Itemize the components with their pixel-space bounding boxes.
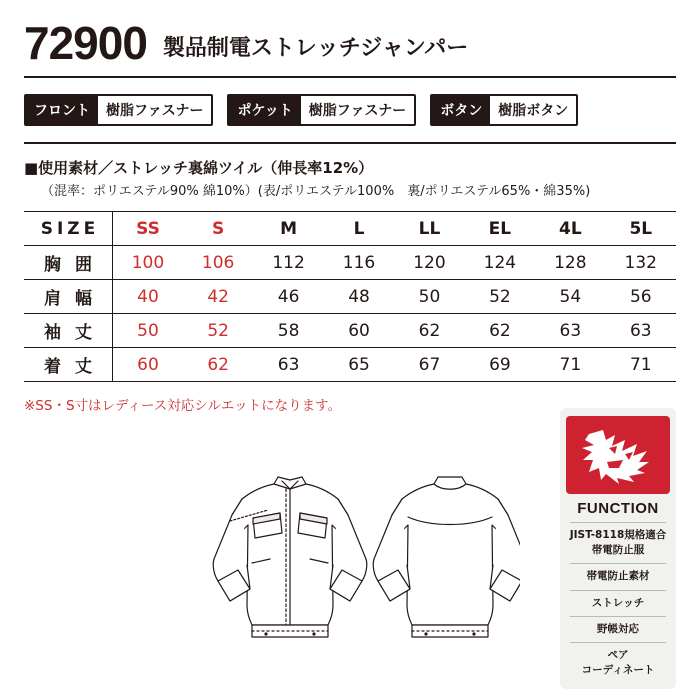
wolf-head-icon (566, 416, 670, 494)
cell-shoulder-s: 42 (183, 280, 253, 314)
cell-chest-5l: 132 (606, 246, 676, 280)
divider (570, 522, 666, 523)
size-table-col-ss: SS (113, 212, 183, 246)
size-table-col-s: S (183, 212, 253, 246)
spec-tag-button-key: ボタン (432, 96, 490, 124)
spec-tag-front-key: フロント (26, 96, 98, 124)
function-feature-notebook: 野帳対応 (597, 622, 639, 635)
cell-chest-ll: 120 (394, 246, 464, 280)
cell-length-4l: 71 (535, 348, 605, 382)
row-label-sleeve: 袖 丈 (24, 314, 113, 348)
size-table-col-4l: 4L (535, 212, 605, 246)
cell-sleeve-m: 58 (253, 314, 323, 348)
product-name: 製品制電ストレッチジャンパー (162, 35, 469, 61)
function-feature-stretch: ストレッチ (591, 596, 645, 609)
cell-shoulder-l: 48 (324, 280, 394, 314)
divider (570, 590, 666, 591)
size-note: ※SS・S寸はレディース対応シルエットになります。 (24, 398, 342, 415)
jacket-front-view (213, 477, 367, 637)
divider (570, 642, 666, 643)
cell-sleeve-s: 52 (183, 314, 253, 348)
spec-tag-pocket-value: 樹脂ファスナー (301, 96, 414, 124)
cell-shoulder-5l: 56 (606, 280, 676, 314)
garment-illustration (190, 455, 520, 685)
cell-chest-l: 116 (324, 246, 394, 280)
cell-length-ss: 60 (113, 348, 183, 382)
size-table-col-el: EL (465, 212, 535, 246)
cell-sleeve-l: 60 (324, 314, 394, 348)
spec-tag-front (24, 94, 213, 126)
cell-length-m: 63 (253, 348, 323, 382)
cell-chest-el: 124 (465, 246, 535, 280)
cell-sleeve-5l: 63 (606, 314, 676, 348)
divider (570, 616, 666, 617)
material-section (24, 158, 676, 202)
function-feature-jis: JIST-8118規格適合 (569, 529, 667, 541)
table-row (24, 280, 676, 314)
size-table (24, 211, 676, 382)
function-feature-antistatic-wear: 帯電防止服 (591, 544, 645, 557)
page-header (24, 17, 676, 78)
spec-tag-row (24, 94, 676, 144)
cell-chest-s: 106 (183, 246, 253, 280)
function-feature-coordinate: コーディネート (581, 664, 655, 677)
table-row (24, 348, 676, 382)
product-number: 72900 (24, 17, 147, 69)
spec-tag-pocket-key: ポケット (229, 96, 300, 124)
cell-sleeve-ll: 62 (394, 314, 464, 348)
cell-shoulder-ss: 40 (113, 280, 183, 314)
spec-tag-button-value: 樹脂ボタン (490, 96, 576, 124)
cell-chest-ss: 100 (113, 246, 183, 280)
cell-shoulder-ll: 50 (394, 280, 464, 314)
cell-length-ll: 67 (394, 348, 464, 382)
cell-sleeve-el: 62 (465, 314, 535, 348)
cell-sleeve-4l: 63 (535, 314, 605, 348)
cell-sleeve-ss: 50 (113, 314, 183, 348)
function-feature-pair: ペア (607, 649, 629, 662)
cell-length-5l: 71 (606, 348, 676, 382)
spec-tag-front-value: 樹脂ファスナー (98, 96, 211, 124)
spec-tag-button (430, 94, 578, 126)
size-table-col-m: M (253, 212, 323, 246)
table-row (24, 246, 676, 280)
jacket-line-drawing (190, 455, 520, 685)
row-label-chest: 胸 囲 (24, 246, 113, 280)
function-badge (560, 408, 676, 689)
size-table-header-row (24, 212, 676, 246)
cell-length-el: 69 (465, 348, 535, 382)
cell-length-s: 62 (183, 348, 253, 382)
jacket-back-view (373, 477, 520, 637)
cell-chest-m: 112 (253, 246, 323, 280)
function-title: FUNCTION (577, 500, 659, 517)
size-table-col-l: L (324, 212, 394, 246)
wolf-head-glyph (579, 424, 657, 486)
function-feature-antistatic-material: 帯電防止素材 (586, 570, 650, 583)
cell-length-l: 65 (324, 348, 394, 382)
size-table-col-ll: LL (394, 212, 464, 246)
cell-shoulder-m: 46 (253, 280, 323, 314)
cell-shoulder-el: 52 (465, 280, 535, 314)
cell-chest-4l: 128 (535, 246, 605, 280)
table-row (24, 314, 676, 348)
row-label-length: 着 丈 (24, 348, 113, 382)
size-table-col-size: SIZE (24, 212, 113, 246)
spec-tag-pocket (227, 94, 416, 126)
divider (570, 563, 666, 564)
size-table-col-5l: 5L (606, 212, 676, 246)
material-line-2: （混率：ポリエステル90% 綿10%）(表/ポリエステル100% 裏/ポリエステル65%・綿35%) (41, 183, 591, 199)
row-label-shoulder: 肩 幅 (24, 280, 113, 314)
cell-shoulder-4l: 54 (535, 280, 605, 314)
material-line-1: ■使用素材／ストレッチ裏綿ツイル（伸長率12%） (24, 158, 374, 177)
